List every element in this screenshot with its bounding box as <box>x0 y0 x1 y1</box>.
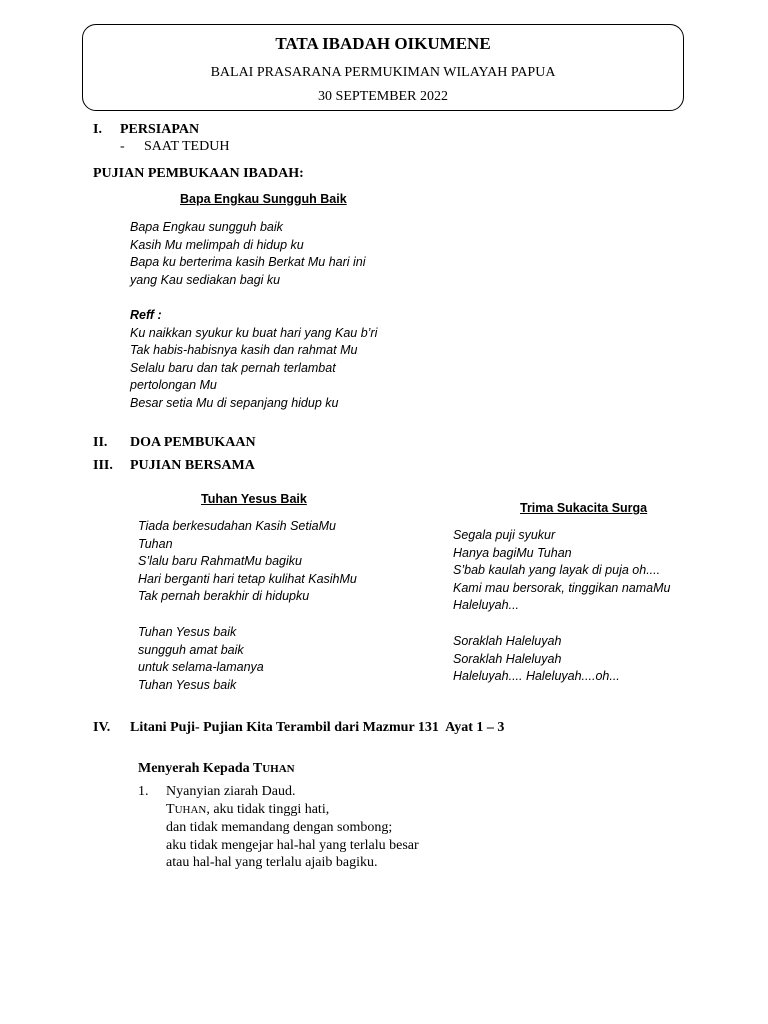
right-song-title: Trima Sukacita Surga <box>520 501 648 515</box>
lyric-line: Bapa ku berterima kasih Berkat Mu hari ini <box>130 255 366 269</box>
document-date: 30 SEPTEMBER 2022 <box>318 89 448 104</box>
psalm-lord-smallcaps: UHAN <box>174 803 207 816</box>
lyric-line: Hari berganti hari tetap kulihat KasihMu <box>138 571 357 586</box>
lyric-line: Tak habis-habisnya kasih dan rahmat Mu <box>130 343 358 357</box>
lyric-line: Soraklah Haleluyah <box>453 651 562 666</box>
lyric-line: yang Kau sediakan bagi ku <box>130 272 281 287</box>
opening-praise-heading: PUJIAN PEMBUKAAN IBADAH: <box>93 166 304 181</box>
lyric-line: Haleluyah... <box>453 598 520 612</box>
lyric-line: pertolongan Mu <box>130 378 217 392</box>
psalm-line: aku tidak mengejar hal-hal yang terlalu besar <box>166 837 419 853</box>
opening-song-reff <box>130 307 377 412</box>
psalm-line: atau hal-hal yang terlalu ajaib bagiku. <box>166 855 378 870</box>
section-4-title: Litani Puji- Pujian Kita Terambil dari Mazmur 131 Ayat 1 – 3 <box>130 720 505 735</box>
lyric-line: Hanya bagiMu Tuhan <box>453 545 572 560</box>
lyric-line: S’lalu baru RahmatMu bagiku <box>138 554 302 568</box>
lyric-line: Kami mau bersorak, tinggikan namaMu <box>453 580 671 595</box>
psalm-lord-initial: T <box>166 801 175 817</box>
psalm-heading-text: Menyerah Kepada T <box>138 761 263 776</box>
psalm-verse-number: 1. <box>138 784 149 799</box>
right-song-chorus <box>453 633 620 686</box>
lyric-line: Besar setia Mu di sepanjang hidup ku <box>130 395 339 410</box>
lyric-line: Kasih Mu melimpah di hidup ku <box>130 237 304 252</box>
psalm-line: Nyanyian ziarah Daud. <box>166 784 296 799</box>
section-1-title: PERSIAPAN <box>120 122 200 137</box>
lyric-line: Selalu baru dan tak pernah terlambat <box>130 360 336 375</box>
right-song-verse <box>453 527 670 615</box>
header-box <box>82 24 684 111</box>
psalm-heading-smallcaps: UHAN <box>262 763 295 775</box>
section-1-bullet: - <box>120 139 125 154</box>
psalm-line <box>166 801 419 820</box>
lyric-line: Segala puji syukur <box>453 528 556 542</box>
opening-song-verse <box>130 219 366 289</box>
section-3-title: PUJIAN BERSAMA <box>130 458 255 473</box>
reff-label: Reff : <box>130 308 162 322</box>
left-song-title: Tuhan Yesus Baik <box>201 492 307 506</box>
psalm-line-rest: , aku tidak tinggi hati, <box>206 801 330 817</box>
psalm-line: dan tidak memandang dengan sombong; <box>166 820 393 835</box>
document-subtitle: BALAI PRASARANA PERMUKIMAN WILAYAH PAPUA <box>210 65 556 80</box>
lyric-line: Tiada berkesudahan Kasih SetiaMu <box>138 519 336 533</box>
psalm-verse-text <box>166 783 419 872</box>
left-song-chorus <box>138 624 264 694</box>
lyric-line: untuk selama-lamanya <box>138 660 264 674</box>
lyric-line: Haleluyah.... Haleluyah....oh... <box>453 669 620 683</box>
opening-song-title: Bapa Engkau Sungguh Baik <box>180 192 347 206</box>
lyric-line: Bapa Engkau sungguh baik <box>130 220 283 234</box>
document-title: TATA IBADAH OIKUMENE <box>275 34 491 53</box>
lyric-line: sungguh amat baik <box>138 642 244 657</box>
lyric-line: Ku naikkan syukur ku buat hari yang Kau b’ri <box>130 325 378 340</box>
section-3-number: III. <box>93 458 113 473</box>
section-2-title: DOA PEMBUKAAN <box>130 435 256 450</box>
lyric-line: S’bab kaulah yang layak di puja oh.... <box>453 563 661 577</box>
section-2-number: II. <box>93 435 108 450</box>
lyric-line: Tuhan <box>138 536 173 551</box>
lyric-line: Tuhan Yesus baik <box>138 625 237 639</box>
section-1-item: SAAT TEDUH <box>144 139 230 154</box>
psalm-heading <box>138 761 295 777</box>
lyric-line: Soraklah Haleluyah <box>453 634 562 648</box>
lyric-line: Tak pernah berakhir di hidupku <box>138 589 310 603</box>
lyric-line: Tuhan Yesus baik <box>138 677 237 692</box>
section-4-number: IV. <box>93 720 111 735</box>
section-1-number: I. <box>93 122 102 137</box>
left-song-verse <box>138 518 357 606</box>
